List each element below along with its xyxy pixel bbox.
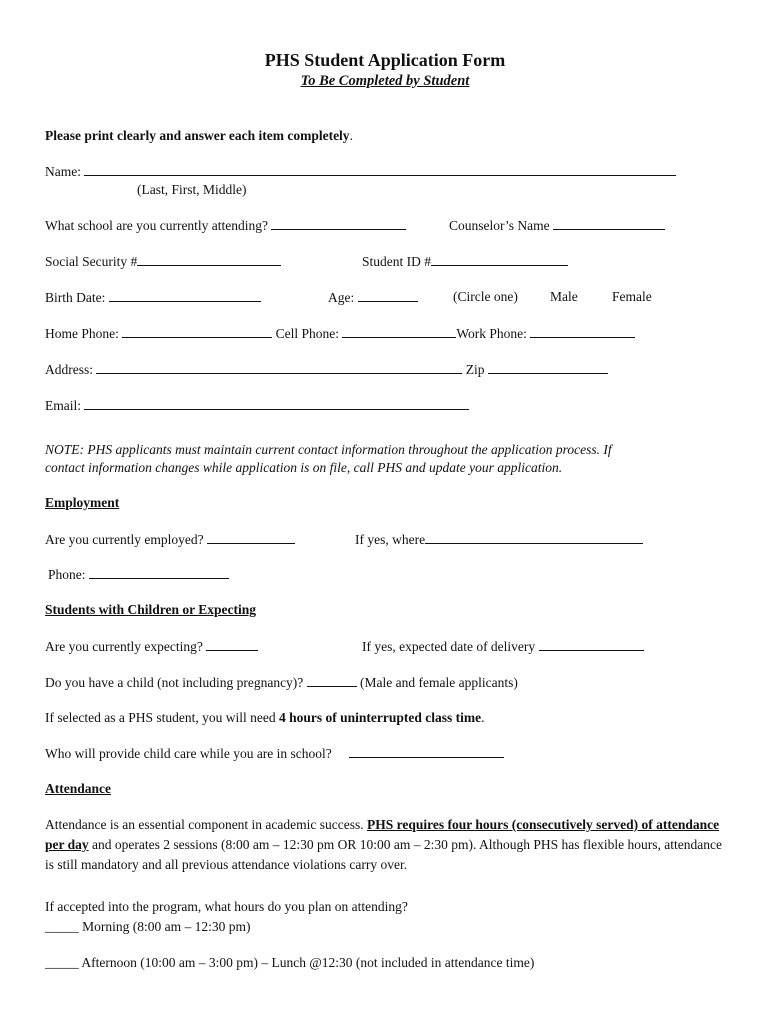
age-field[interactable] [358, 289, 418, 302]
name-label: Name: [45, 164, 81, 179]
birth-label: Birth Date: [45, 290, 106, 305]
morning-label: Morning (8:00 am – 12:30 pm) [82, 919, 251, 934]
childcare-field[interactable] [349, 745, 504, 758]
selected-pre: If selected as a PHS student, you will need [45, 710, 279, 725]
employer-phone-label: Phone: [48, 567, 86, 582]
attendance-p1-bold: PHS requires four hours (consecutively served) of attendance per day [45, 817, 720, 852]
selected-post: . [481, 710, 485, 725]
home-phone-label: Home Phone: [45, 326, 119, 341]
applicants-note: (Male and female applicants) [360, 675, 518, 690]
name-field[interactable] [84, 163, 676, 176]
work-phone-field[interactable] [530, 325, 635, 338]
zip-field[interactable] [488, 361, 608, 374]
have-child-row [45, 674, 518, 691]
school-row [45, 217, 406, 234]
ssn-row [45, 253, 281, 270]
attendance-p1-b: and operates 2 sessions (8:00 am – 12:30 pm OR 10:00 am – 2:30 pm). Although PHS has flexible hours, attendance is still mandatory and all previous attendance violations carry over. [45, 837, 722, 872]
have-child-field[interactable] [307, 674, 357, 687]
children-heading: Students with Children or Expecting [45, 602, 257, 617]
student-id-label: Student ID # [362, 254, 431, 269]
selected-note [45, 710, 484, 726]
have-child-label: Do you have a child (not including pregnancy)? [45, 675, 304, 690]
gender-female-option[interactable]: Female [612, 289, 652, 304]
counselor-field[interactable] [553, 217, 665, 230]
selected-bold: 4 hours of uninterrupted class time [278, 710, 482, 725]
expecting-field[interactable] [206, 638, 258, 651]
childcare-label: Who will provide child care while you are in school? [45, 746, 332, 761]
student-id-field[interactable] [431, 253, 568, 266]
expecting-label: Are you currently expecting? [45, 639, 203, 654]
instructions-period: . [349, 128, 353, 143]
home-phone-field[interactable] [122, 325, 272, 338]
note-line-2: contact information changes while application is on file, call PHS and update your application. [45, 460, 563, 475]
afternoon-label: Afternoon (10:00 am – 3:00 pm) – Lunch @12:30 (not included in attendance time) [81, 955, 535, 970]
employment-heading: Employment [45, 495, 120, 510]
employed-row [45, 531, 295, 548]
zip-label: Zip [465, 362, 485, 377]
where-label: If yes, where [355, 532, 426, 547]
address-label: Address: [45, 362, 93, 377]
gender-male-option[interactable]: Male [550, 289, 578, 304]
address-row [45, 361, 608, 378]
delivery-row [362, 638, 644, 655]
expecting-row [45, 638, 258, 655]
age-label: Age: [328, 290, 355, 305]
childcare-row [45, 745, 504, 762]
form-title: PHS Student Application Form [264, 50, 506, 70]
employer-phone-row [48, 566, 229, 583]
afternoon-blank[interactable]: _____ [45, 955, 79, 970]
cell-phone-field[interactable] [342, 325, 456, 338]
email-label: Email: [45, 398, 81, 413]
instructions [45, 128, 353, 144]
birth-row [45, 289, 261, 306]
afternoon-row[interactable] [45, 955, 534, 971]
address-field[interactable] [96, 361, 462, 374]
school-label: What school are you currently attending? [45, 218, 269, 233]
phone-row [45, 325, 635, 342]
attendance-p1-a: Attendance is an essential component in academic success. [45, 817, 368, 832]
delivery-label: If yes, expected date of delivery [362, 639, 536, 654]
ssn-label: Social Security # [45, 254, 138, 269]
employed-label: Are you currently employed? [45, 532, 204, 547]
plan-label: If accepted into the program, what hours do you plan on attending? [45, 899, 408, 914]
work-phone-label: Work Phone: [456, 326, 527, 341]
birth-date-field[interactable] [109, 289, 261, 302]
age-row [328, 289, 418, 306]
note-line-1: NOTE: PHS applicants must maintain current contact information throughout the application process. If [45, 442, 612, 457]
student-id-row [362, 253, 568, 270]
ssn-field[interactable] [137, 253, 281, 266]
employer-where-row [355, 531, 643, 548]
counselor-row [449, 217, 665, 234]
name-hint: (Last, First, Middle) [137, 182, 247, 197]
email-row [45, 397, 469, 414]
morning-row[interactable] [45, 919, 251, 935]
circle-one-label: (Circle one) [453, 289, 518, 304]
name-row [45, 163, 676, 180]
school-field[interactable] [271, 217, 406, 230]
employer-phone-field[interactable] [89, 566, 229, 579]
delivery-date-field[interactable] [539, 638, 644, 651]
instructions-text: Please print clearly and answer each item completely [45, 128, 350, 143]
email-field[interactable] [84, 397, 469, 410]
employed-field[interactable] [207, 531, 295, 544]
morning-blank[interactable]: _____ [45, 919, 79, 934]
where-field[interactable] [425, 531, 643, 544]
counselor-label: Counselor’s Name [449, 218, 550, 233]
form-subtitle: To Be Completed by Student [300, 73, 470, 89]
attendance-heading: Attendance [45, 781, 111, 796]
cell-phone-label: Cell Phone: [275, 326, 339, 341]
attendance-paragraph [45, 815, 725, 875]
